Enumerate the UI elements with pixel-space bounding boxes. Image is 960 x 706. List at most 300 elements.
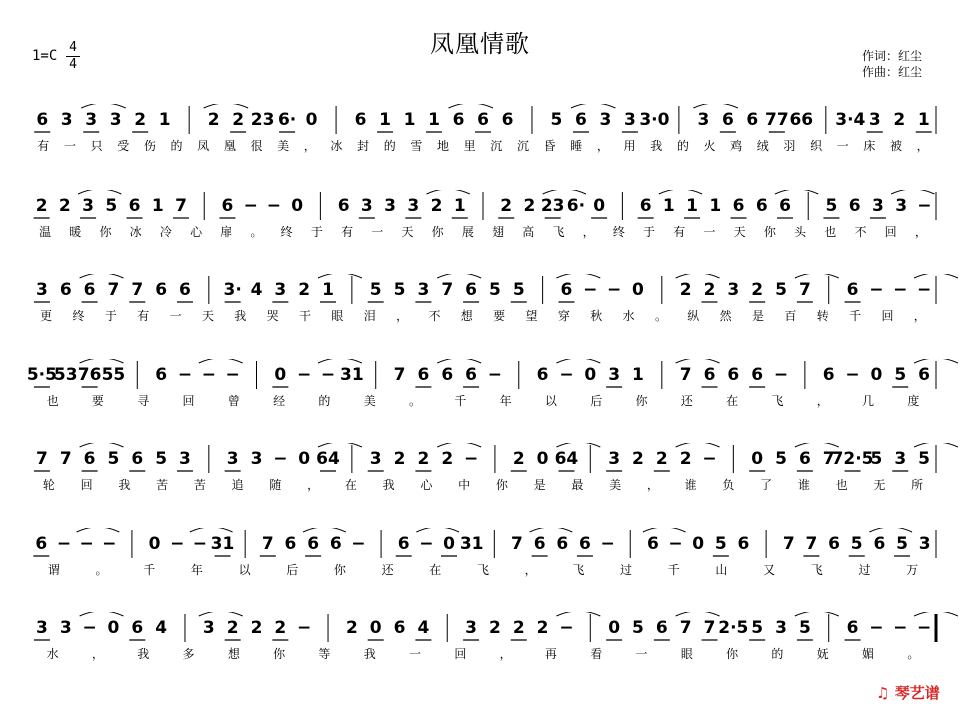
lyric-char: 多 <box>182 647 195 661</box>
lyric-char: 终 <box>280 225 293 239</box>
lyric-char: 飞 <box>771 394 784 408</box>
lyric-char: 展 <box>461 225 474 239</box>
lyric-char: 年 <box>190 563 203 577</box>
lyric-char: 绒 <box>756 139 769 153</box>
note: 2 <box>751 280 764 300</box>
lyric-char: 回 <box>454 647 467 661</box>
lyric-char: 。 <box>409 394 422 408</box>
note: 0 <box>584 365 597 385</box>
note: 6 <box>452 110 465 130</box>
note: 0 <box>751 449 764 469</box>
note: 6 <box>848 196 861 216</box>
note: 5 <box>488 280 501 300</box>
note: 6 <box>721 110 734 130</box>
lyric-char: 羽 <box>783 139 796 153</box>
lyric-char: 以 <box>238 563 251 577</box>
note: 0 <box>536 449 549 469</box>
note: − <box>607 280 622 300</box>
notes-row <box>0 190 960 220</box>
lyric-char: ， <box>499 647 512 661</box>
note: 6 <box>779 196 791 216</box>
note: 2 <box>430 196 443 216</box>
note: 64 <box>554 449 579 469</box>
note: 7 <box>822 449 835 469</box>
note: 6 <box>873 534 886 554</box>
note: 2 <box>523 196 536 216</box>
note: 2 <box>703 280 716 300</box>
note: − <box>869 280 884 300</box>
lyric-char: 的 <box>318 394 331 408</box>
note: 31 <box>459 534 484 554</box>
lyric-char: 千 <box>454 394 467 408</box>
lyric-char: 更 <box>40 309 53 323</box>
note: 7 <box>59 449 72 469</box>
note: 7 <box>107 280 120 300</box>
note: − <box>102 534 117 554</box>
lyric-char: 要 <box>493 309 506 323</box>
lyric-char: 曾 <box>227 394 240 408</box>
note: − <box>192 534 207 554</box>
lyric-char: 回 <box>182 394 195 408</box>
lyric-char: 飞 <box>810 563 823 577</box>
note: − <box>668 534 683 554</box>
lyric-char: 谁 <box>684 478 697 492</box>
lyric-char: 以 <box>544 394 557 408</box>
lyric-char: 追 <box>231 478 244 492</box>
note: 3 <box>35 618 48 638</box>
lyric-char: 你 <box>333 563 346 577</box>
lyric-char: 年 <box>499 394 512 408</box>
note: − <box>559 618 574 638</box>
note: 5 <box>775 449 787 469</box>
note: 6 <box>798 449 811 469</box>
note: 1 <box>403 110 416 130</box>
note: 2 <box>655 449 668 469</box>
note: 3·0 <box>639 110 670 130</box>
note: 6 <box>655 618 668 638</box>
lyric-char: 等 <box>318 647 331 661</box>
note: 1 <box>917 110 930 130</box>
lyric-char: 有 <box>37 139 50 153</box>
note: − <box>82 618 97 638</box>
score-line <box>0 359 960 419</box>
lyric-char: 百 <box>784 309 797 323</box>
note: 6 <box>329 534 342 554</box>
note: 3 <box>202 618 215 638</box>
note: 4 <box>417 618 430 638</box>
lyric-char: 的 <box>170 139 183 153</box>
note: 2 <box>512 449 525 469</box>
lyric-char: ， <box>816 394 829 408</box>
note: 7 <box>131 280 144 300</box>
lyric-char: 谓 <box>47 563 60 577</box>
note: 0 <box>593 196 606 216</box>
note: 3 <box>60 110 73 130</box>
lyric-char: 暖 <box>69 225 82 239</box>
lyric-char: 回 <box>881 309 894 323</box>
note: 6 <box>155 280 168 300</box>
lyric-char: 过 <box>620 563 633 577</box>
note: 3 <box>274 280 287 300</box>
lyric-char: 谁 <box>797 478 810 492</box>
note: 6 <box>337 196 350 216</box>
note: 5 <box>393 280 406 300</box>
note: − <box>177 365 193 385</box>
note: 1 <box>632 365 644 385</box>
lyric-char: 心 <box>420 478 433 492</box>
note: 6 <box>737 534 750 554</box>
note: 5 <box>798 618 811 638</box>
note: 6 <box>822 365 835 385</box>
note: 5 <box>155 449 168 469</box>
note: 3 <box>775 618 787 638</box>
note: 2 <box>58 196 71 216</box>
note: 2 <box>134 110 147 130</box>
note: 3 <box>623 110 636 130</box>
note: 6 <box>703 365 716 385</box>
lyric-char: 千 <box>667 563 680 577</box>
lyric-char: 地 <box>437 139 450 153</box>
note: − <box>79 534 94 554</box>
lyric-char: 一 <box>635 647 648 661</box>
lyric-char: 水 <box>46 647 59 661</box>
note: 6 <box>131 618 144 638</box>
lyric-char: ， <box>307 478 320 492</box>
note: 3 <box>360 196 373 216</box>
lyric-char: 了 <box>760 478 773 492</box>
note: 2 <box>298 280 311 300</box>
note: 3 <box>407 196 420 216</box>
note: − <box>266 196 282 216</box>
note: 0 <box>305 110 318 130</box>
note: − <box>320 365 336 385</box>
note: 2·5 <box>718 618 749 638</box>
lyric-char: 温 <box>39 225 52 239</box>
note: 1 <box>686 196 698 216</box>
time-signature-top: 4 <box>69 40 77 55</box>
lyric-char: 眼 <box>680 647 693 661</box>
note: − <box>273 449 288 469</box>
note: 2 <box>345 618 358 638</box>
note: 3 <box>82 196 94 216</box>
note: 4 <box>155 618 168 638</box>
lyric-char: 一 <box>63 139 76 153</box>
note: 5 <box>896 534 908 554</box>
lyric-char: 于 <box>104 309 117 323</box>
lyric-char: 还 <box>680 394 693 408</box>
lyric-char: 转 <box>816 309 829 323</box>
note: 7 <box>511 534 523 554</box>
note: − <box>559 365 574 385</box>
lyric-char: 又 <box>763 563 776 577</box>
note: 6 <box>751 365 764 385</box>
note: 5 <box>751 618 764 638</box>
note: 6 <box>179 280 191 300</box>
note: 2 <box>536 618 549 638</box>
lyric-char: 头 <box>794 225 807 239</box>
note: 7 <box>441 280 454 300</box>
lyric-char: 冷 <box>159 225 172 239</box>
note: 0 <box>870 365 883 385</box>
note: − <box>600 534 615 554</box>
note: 6 <box>746 110 759 130</box>
note: − <box>916 618 932 638</box>
score-line <box>0 528 960 588</box>
note: − <box>583 280 598 300</box>
lyric-char: 回 <box>80 478 93 492</box>
note: 6· <box>277 110 297 130</box>
note: 3 <box>417 280 430 300</box>
note: 6 <box>417 365 430 385</box>
note: 2 <box>226 618 239 638</box>
lyric-char: ， <box>303 139 316 153</box>
lyric-char: 你 <box>431 225 444 239</box>
note: 3·4 <box>835 110 866 130</box>
score-line <box>0 443 960 503</box>
note: 66 <box>789 110 814 130</box>
lyric-char: 被 <box>890 139 903 153</box>
note: 6 <box>732 196 745 216</box>
note: 2 <box>893 110 906 130</box>
note: 4 <box>250 280 263 300</box>
note: − <box>893 280 908 300</box>
notes-row <box>0 443 960 473</box>
lyric-char: 终 <box>72 309 85 323</box>
lyric-char: 你 <box>99 225 112 239</box>
note: 6 <box>575 110 587 130</box>
note: − <box>351 534 366 554</box>
note: 3 <box>384 196 396 216</box>
lyrics-row <box>0 476 960 496</box>
lyric-char: 度 <box>907 394 920 408</box>
lyric-char: 美 <box>609 478 622 492</box>
note: 5 <box>512 280 525 300</box>
note: 3 <box>608 449 621 469</box>
note: 23 <box>250 110 275 130</box>
note: 0 <box>148 534 161 554</box>
lyrics-row <box>0 561 960 581</box>
lyrics-row <box>0 307 960 327</box>
lyric-char: 你 <box>635 394 648 408</box>
note: 3· <box>223 280 242 300</box>
note: 5 <box>775 280 787 300</box>
lyric-char: 里 <box>463 139 476 153</box>
logo-text: 琴艺谱 <box>894 684 940 702</box>
lyric-char: 我 <box>137 647 150 661</box>
note: 0 <box>632 280 644 300</box>
note: 3 <box>226 449 239 469</box>
logo-icon: ♫ <box>876 684 890 702</box>
lyric-char: 。 <box>654 309 667 323</box>
note: 6 <box>155 365 168 385</box>
note: 7 <box>35 449 48 469</box>
note: 6 <box>727 365 740 385</box>
lyric-char: 不 <box>854 225 867 239</box>
note: 1 <box>662 196 675 216</box>
lyric-char: 天 <box>201 309 214 323</box>
lyric-char: 中 <box>458 478 471 492</box>
lyric-char: 千 <box>143 563 156 577</box>
note: 3 <box>599 110 612 130</box>
lyric-char: 看 <box>590 647 603 661</box>
notes-row <box>0 274 960 304</box>
lyric-char: 飞 <box>476 563 490 577</box>
lyrics-row <box>0 223 960 243</box>
lyric-char: 只 <box>90 139 103 153</box>
note: 3 <box>608 365 621 385</box>
lyric-char: 终 <box>612 225 625 239</box>
note: 6 <box>83 280 96 300</box>
lyric-char: 是 <box>752 309 765 323</box>
lyric-char: 用 <box>623 139 636 153</box>
note: − <box>225 365 240 385</box>
note: 6 <box>284 534 297 554</box>
note: 0 <box>274 365 287 385</box>
score-line <box>0 190 960 250</box>
lyric-char: 沉 <box>490 139 503 153</box>
note: 7 <box>805 534 818 554</box>
note: − <box>916 280 932 300</box>
note: 0 <box>107 618 120 638</box>
lyric-char: 苦 <box>156 478 169 492</box>
lyric-char: 美 <box>277 139 290 153</box>
lyric-char: 你 <box>495 478 508 492</box>
lyric-char: 我 <box>382 478 395 492</box>
note: − <box>463 449 479 469</box>
lyric-char: 不 <box>428 309 441 323</box>
lyric-char: 睡 <box>570 139 583 153</box>
note: 6 <box>131 449 144 469</box>
lyric-char: ， <box>916 139 929 153</box>
note: 2 <box>250 618 263 638</box>
lyric-char: 随 <box>269 478 282 492</box>
note: 53 <box>53 365 78 385</box>
time-signature-bottom: 4 <box>69 57 77 72</box>
note: 1 <box>453 196 466 216</box>
lyric-char: 过 <box>858 563 871 577</box>
note: 6 <box>846 618 859 638</box>
note: 5 <box>894 365 907 385</box>
lyric-char: 想 <box>460 309 473 323</box>
lyric-char: 秋 <box>590 309 603 323</box>
note: 3 <box>727 280 740 300</box>
note: 2 <box>232 110 245 130</box>
lyric-char: 然 <box>719 309 732 323</box>
lyric-char: 你 <box>273 647 286 661</box>
note: 3 <box>918 534 931 554</box>
lyric-char: ， <box>913 309 926 323</box>
note: − <box>917 196 932 216</box>
note: 2 <box>441 449 454 469</box>
note: 6 <box>441 365 454 385</box>
note: 6 <box>536 365 549 385</box>
note: 3 <box>868 110 881 130</box>
note: 3 <box>894 449 907 469</box>
lyric-char: 的 <box>771 647 784 661</box>
lyric-char: 所 <box>911 478 924 492</box>
score-line <box>0 104 960 164</box>
note: 3 <box>109 110 122 130</box>
lyric-char: 万 <box>906 563 919 577</box>
note: 6 <box>646 534 659 554</box>
note: 0 <box>608 618 621 638</box>
lyric-char: 千 <box>849 309 862 323</box>
note: 2 <box>417 449 430 469</box>
lyricist-credit: 作词：红尘 <box>862 49 923 63</box>
lyric-char: 一 <box>703 225 716 239</box>
lyric-char: 也 <box>824 225 837 239</box>
composer-credit: 作曲：红尘 <box>862 65 923 79</box>
note: 6 <box>35 534 48 554</box>
lyric-char: 苦 <box>193 478 206 492</box>
lyric-char: ， <box>91 647 104 661</box>
note: 64 <box>316 449 340 469</box>
lyric-char: 后 <box>286 563 299 577</box>
lyric-char: 伤 <box>143 139 156 153</box>
lyric-char: 要 <box>91 394 104 408</box>
note: 6 <box>465 280 477 300</box>
lyric-char: 一 <box>409 647 422 661</box>
lyric-char: 妩 <box>816 647 829 661</box>
lyric-char: 有 <box>673 225 686 239</box>
note: 77 <box>764 110 789 130</box>
score-line <box>0 612 960 672</box>
lyric-char: 一 <box>836 139 849 153</box>
note: 2 <box>488 618 501 638</box>
lyric-char: 凤 <box>197 139 210 153</box>
note: 5 <box>825 196 838 216</box>
note: 0 <box>369 618 382 638</box>
note: 7 <box>679 365 692 385</box>
note: 2 <box>207 110 220 130</box>
note: 6 <box>918 365 930 385</box>
note: − <box>243 196 258 216</box>
lyric-char: 。 <box>95 563 108 577</box>
lyric-char: 你 <box>726 647 739 661</box>
lyric-char: 凰 <box>223 139 236 153</box>
note: 6 <box>556 534 569 554</box>
note: 5 <box>632 618 644 638</box>
lyric-char: ， <box>596 139 609 153</box>
lyric-char: 美 <box>363 394 376 408</box>
lyric-char: 山 <box>715 563 728 577</box>
note: 31 <box>210 534 235 554</box>
lyric-char: ， <box>582 225 595 239</box>
note: 3 <box>369 449 382 469</box>
note: 6 <box>477 110 489 130</box>
lyric-char: 在 <box>344 478 357 492</box>
lyric-char: 。 <box>250 225 263 239</box>
lyric-char: 望 <box>525 309 538 323</box>
note: 6 <box>307 534 320 554</box>
lyric-char: 很 <box>250 139 263 153</box>
lyric-char: 受 <box>117 139 130 153</box>
lyric-char: 封 <box>357 139 370 153</box>
lyric-char: 再 <box>544 647 557 661</box>
lyric-char: 也 <box>46 394 59 408</box>
lyric-char: 经 <box>273 394 286 408</box>
note: 3 <box>85 110 98 130</box>
note: − <box>201 365 216 385</box>
note: 3 <box>895 196 908 216</box>
note: 6 <box>560 280 573 300</box>
lyric-char: ， <box>914 225 927 239</box>
note: 6 <box>59 280 72 300</box>
note: 5 <box>918 449 930 469</box>
lyric-char: 你 <box>763 225 776 239</box>
lyric-char: 雪 <box>410 139 423 153</box>
lyric-char: 无 <box>873 478 886 492</box>
